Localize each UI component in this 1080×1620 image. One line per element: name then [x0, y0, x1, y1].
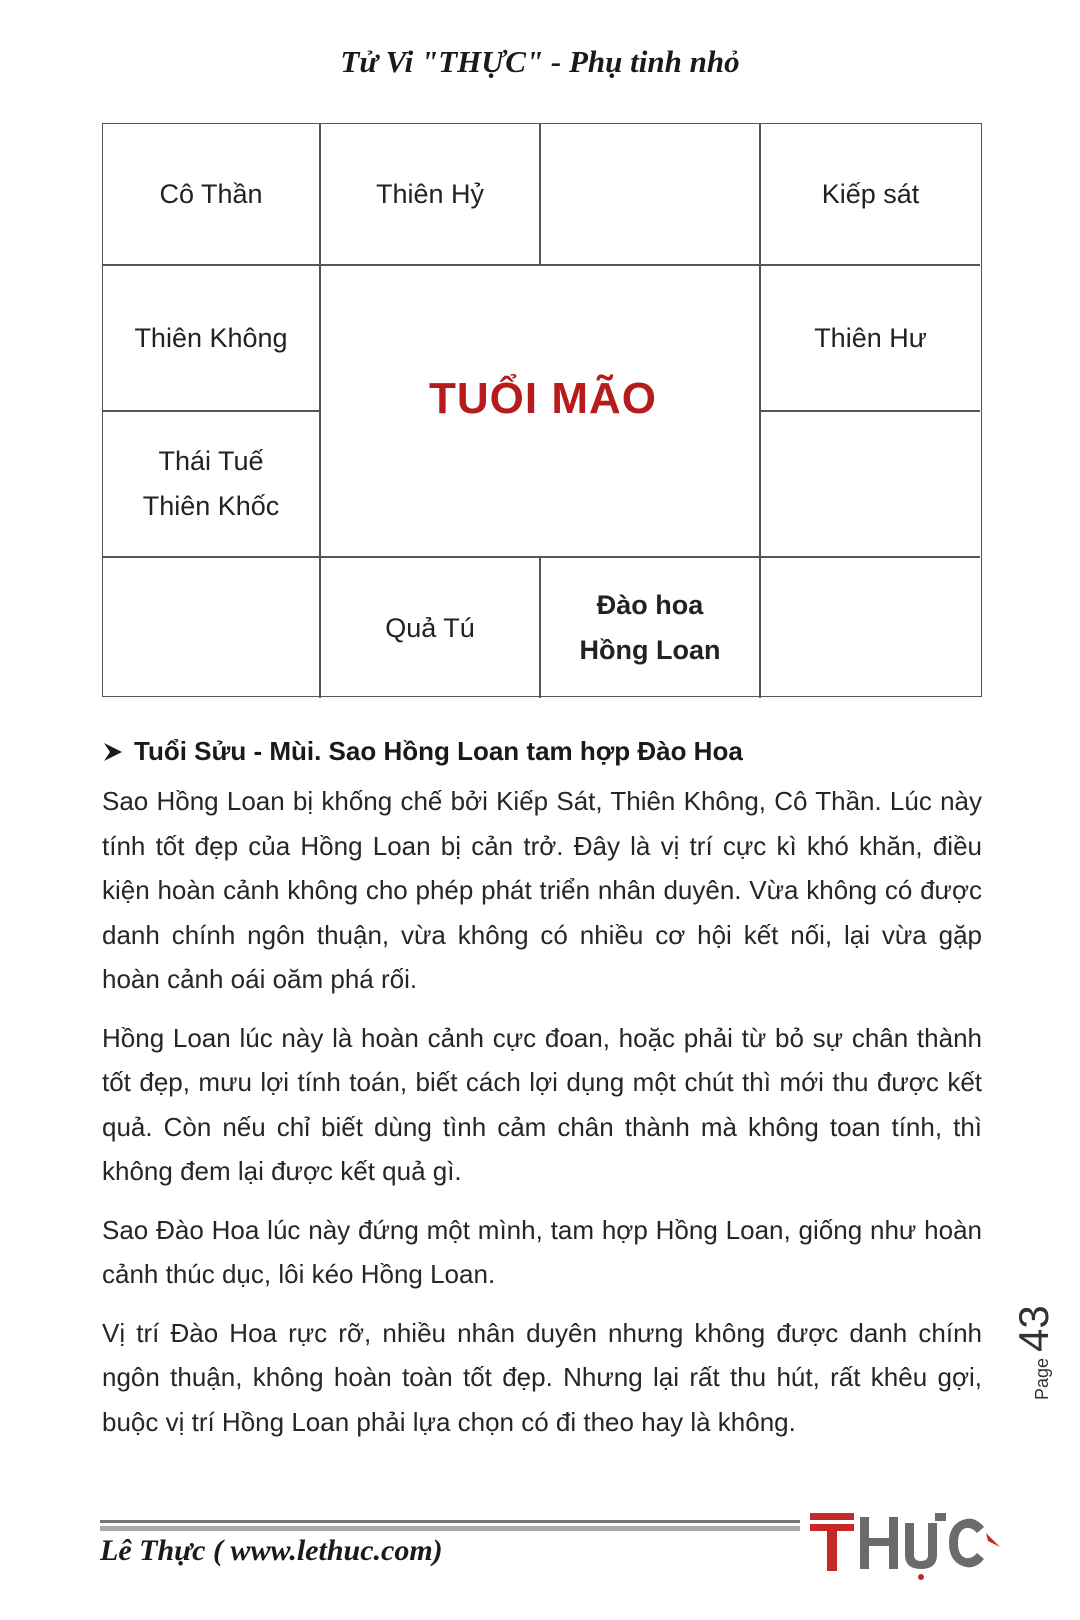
cell-bottom-2 [321, 558, 539, 698]
footer-rule [100, 1520, 800, 1523]
cell-top-1 [103, 124, 319, 264]
section-heading [102, 736, 982, 767]
paragraph-2: Hồng Loan lúc này là hoàn cảnh cực đoan, hoặc phải từ bỏ sự chân thành tốt đẹp, mưu lợi tính toán, biết cách lợi dụng một chút thì mới thu được kết quả. Còn nếu chỉ biết dùng tình cảm chân thành mà không toan tính, thì không đem lại được kết quả gì. [102, 1022, 982, 1186]
cell-top-3 [541, 124, 759, 264]
chart-center-title: TUỔI MÃO [429, 374, 657, 423]
footer-rule-shadow [100, 1526, 800, 1531]
cell-bottom-1 [103, 558, 319, 698]
star-co-than: Cô Thần [159, 178, 263, 209]
star-hong-loan: Hồng Loan [579, 635, 721, 665]
arrow-bullet-icon [102, 741, 124, 763]
cell-left-3 [103, 412, 319, 556]
star-thien-hu: Thiên Hư [814, 322, 927, 353]
paragraph-1: Sao Hồng Loan bị khống chế bởi Kiếp Sát, Thiên Không, Cô Thần. Lúc này tính tốt đẹp của Hồng Loan bị cản trở. Đây là vị trí cực kì khó khăn, điều kiện hoàn cảnh không cho phép phát triển nhân duyên. Vừa không có được danh chính ngôn thuận, vừa không có nhiều cơ hội kết nối, lại vừa gặp hoàn cảnh oái oăm phá rối. [102, 786, 982, 994]
page-number [1010, 1305, 1058, 1400]
cell-top-2 [321, 124, 539, 264]
paragraph-4: Vị trí Đào Hoa rực rỡ, nhiều nhân duyên nhưng không được danh chính ngôn thuận, không hoàn toàn tốt đẹp. Nhưng lại rất thu hút, rất khêu gợi, buộc vị trí Hồng Loan phải lựa chọn có đi theo hay là không. [102, 1317, 982, 1437]
paragraph-3: Sao Đào Hoa lúc này đứng một mình, tam hợp Hồng Loan, giống như hoàn cảnh thúc dục, lôi kéo Hồng Loan. [102, 1214, 982, 1289]
star-kiep-sat: Kiếp sát [821, 178, 920, 209]
star-thien-khoc: Thiên Khốc [142, 491, 280, 521]
star-thien-hy: Thiên Hỷ [375, 178, 485, 209]
cell-left-2 [103, 266, 319, 410]
star-qua-tu: Quả Tú [385, 612, 475, 643]
footer-author: Lê Thực ( www.lethuc.com) [100, 1534, 443, 1567]
star-thien-khong: Thiên Không [134, 322, 288, 353]
cell-bottom-3 [541, 558, 759, 698]
page-header-title: Tử Vi "THỰC" - Phụ tinh nhỏ [340, 44, 740, 79]
logo-text: THỰC [810, 1503, 813, 1504]
cell-right-3 [761, 412, 980, 556]
star-dao-hoa: Đào hoa [596, 590, 704, 620]
thuc-logo [810, 1503, 1010, 1581]
cell-bottom-4 [761, 558, 980, 698]
page-number-value: 43 [1010, 1305, 1057, 1352]
astrology-chart [102, 123, 982, 697]
page-label: Page [1032, 1357, 1052, 1400]
section-heading-text: Tuổi Sửu - Mùi. Sao Hồng Loan tam hợp Đào Hoa [134, 736, 743, 766]
cell-right-2 [761, 266, 980, 410]
cell-top-4 [761, 124, 980, 264]
content-section [102, 736, 982, 1458]
star-thai-tue: Thái Tuế [158, 446, 264, 476]
